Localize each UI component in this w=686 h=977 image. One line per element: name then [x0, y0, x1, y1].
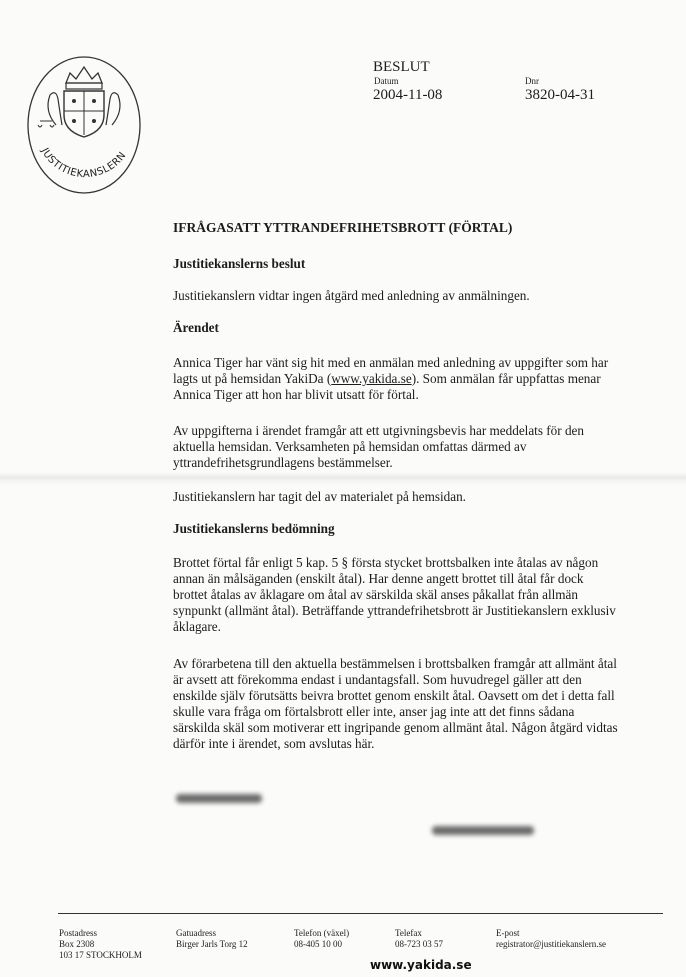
document-title: IFRÅGASATT YTTRANDEFRIHETSBROTT (FÖRTAL) [173, 220, 513, 235]
bedomning-paragraph-1: Brottet förtal får enligt 5 kap. 5 § första stycket brottsbalken inte åtalas av någon annan än målsäganden (enskilt åtal). Har denne angett brottet till åtal får dock brottet åtalas av åklagare om åtal av särskilda skäl anses påkallat från allmän synpunkt (allmänt åtal). Beträffande yttrandefrihetsbrott är Justitiekanslern exklusiv åklagare. [173, 555, 616, 634]
footer-epost: E-post registrator@justitiekanslern.se [496, 928, 607, 949]
yakida-link[interactable]: www.yakida.se [331, 371, 412, 386]
watermark: www.yakida.se [370, 958, 472, 972]
beslut-text: Justitiekanslern vidtar ingen åtgärd med anledning av anmälningen. [173, 288, 530, 303]
bedomning-heading: Justitiekanslerns bedömning [173, 521, 335, 536]
footer-postadress: Postadress Box 2308 103 17 STOCKHOLM [59, 928, 142, 960]
arendet-paragraph-1: Annica Tiger har vänt sig hit med en anmälan med anledning av uppgifter som har lagts ut på hemsidan YakiDa (www.yakida.se). Som anmälan får uppfattas menar Annica Tiger att hon har blivit utsatt för förtal. [173, 355, 609, 402]
arendet-paragraph-3: Justitiekanslern har tagit del av materialet på hemsidan. [173, 489, 466, 504]
signature-redacted [432, 826, 534, 835]
justitiekanslern-seal [26, 55, 142, 195]
footer-gatuadress: Gatuadress Birger Jarls Torg 12 [176, 928, 248, 949]
arendet-paragraph-2: Av uppgifterna i ärendet framgår att ett utgivningsbevis har meddelats för den aktuella hemsidan. Verksamheten på hemsidan omfattas därmed av yttrandefrihetsgrundlagens bestämmelser. [173, 423, 584, 470]
date-value: 2004-11-08 [373, 87, 443, 103]
dnr-value: 3820-04-31 [525, 87, 595, 103]
beslut-heading: Justitiekanslerns beslut [173, 256, 306, 271]
footer-telefon: Telefon (växel) 08-405 10 00 [294, 928, 350, 949]
bedomning-paragraph-2: Av förarbetena till den aktuella bestämmelsen i brottsbalken framgår att allmänt åtal är avsett att förekomma endast i undantagsfall. Som huvudregel gäller att den enskilde själv förutsätts beivra brottet genom enskilt åtal. Oavsett om det i detta fall skulle vara fråga om förtalsbrott eller inte, anser jag inte att det finns sådana särskilda skäl som motiverar ett ingripande genom allmänt åtal. Någon åtgärd vidtas därför inte i ärendet, som avslutas här. [173, 656, 618, 751]
footer-divider [58, 913, 663, 914]
date-label: Datum [374, 76, 399, 86]
signature-redacted [176, 794, 262, 803]
doc-type: BESLUT [373, 59, 430, 75]
paper-fold [0, 472, 686, 486]
dnr-label: Dnr [525, 76, 539, 86]
svg-text:JUSTITIEKANSLERN [38, 146, 128, 181]
arendet-heading: Ärendet [173, 320, 219, 335]
footer-telefax: Telefax 08-723 03 57 [395, 928, 443, 949]
seal-text: JUSTITIEKANSLERN [38, 146, 129, 181]
